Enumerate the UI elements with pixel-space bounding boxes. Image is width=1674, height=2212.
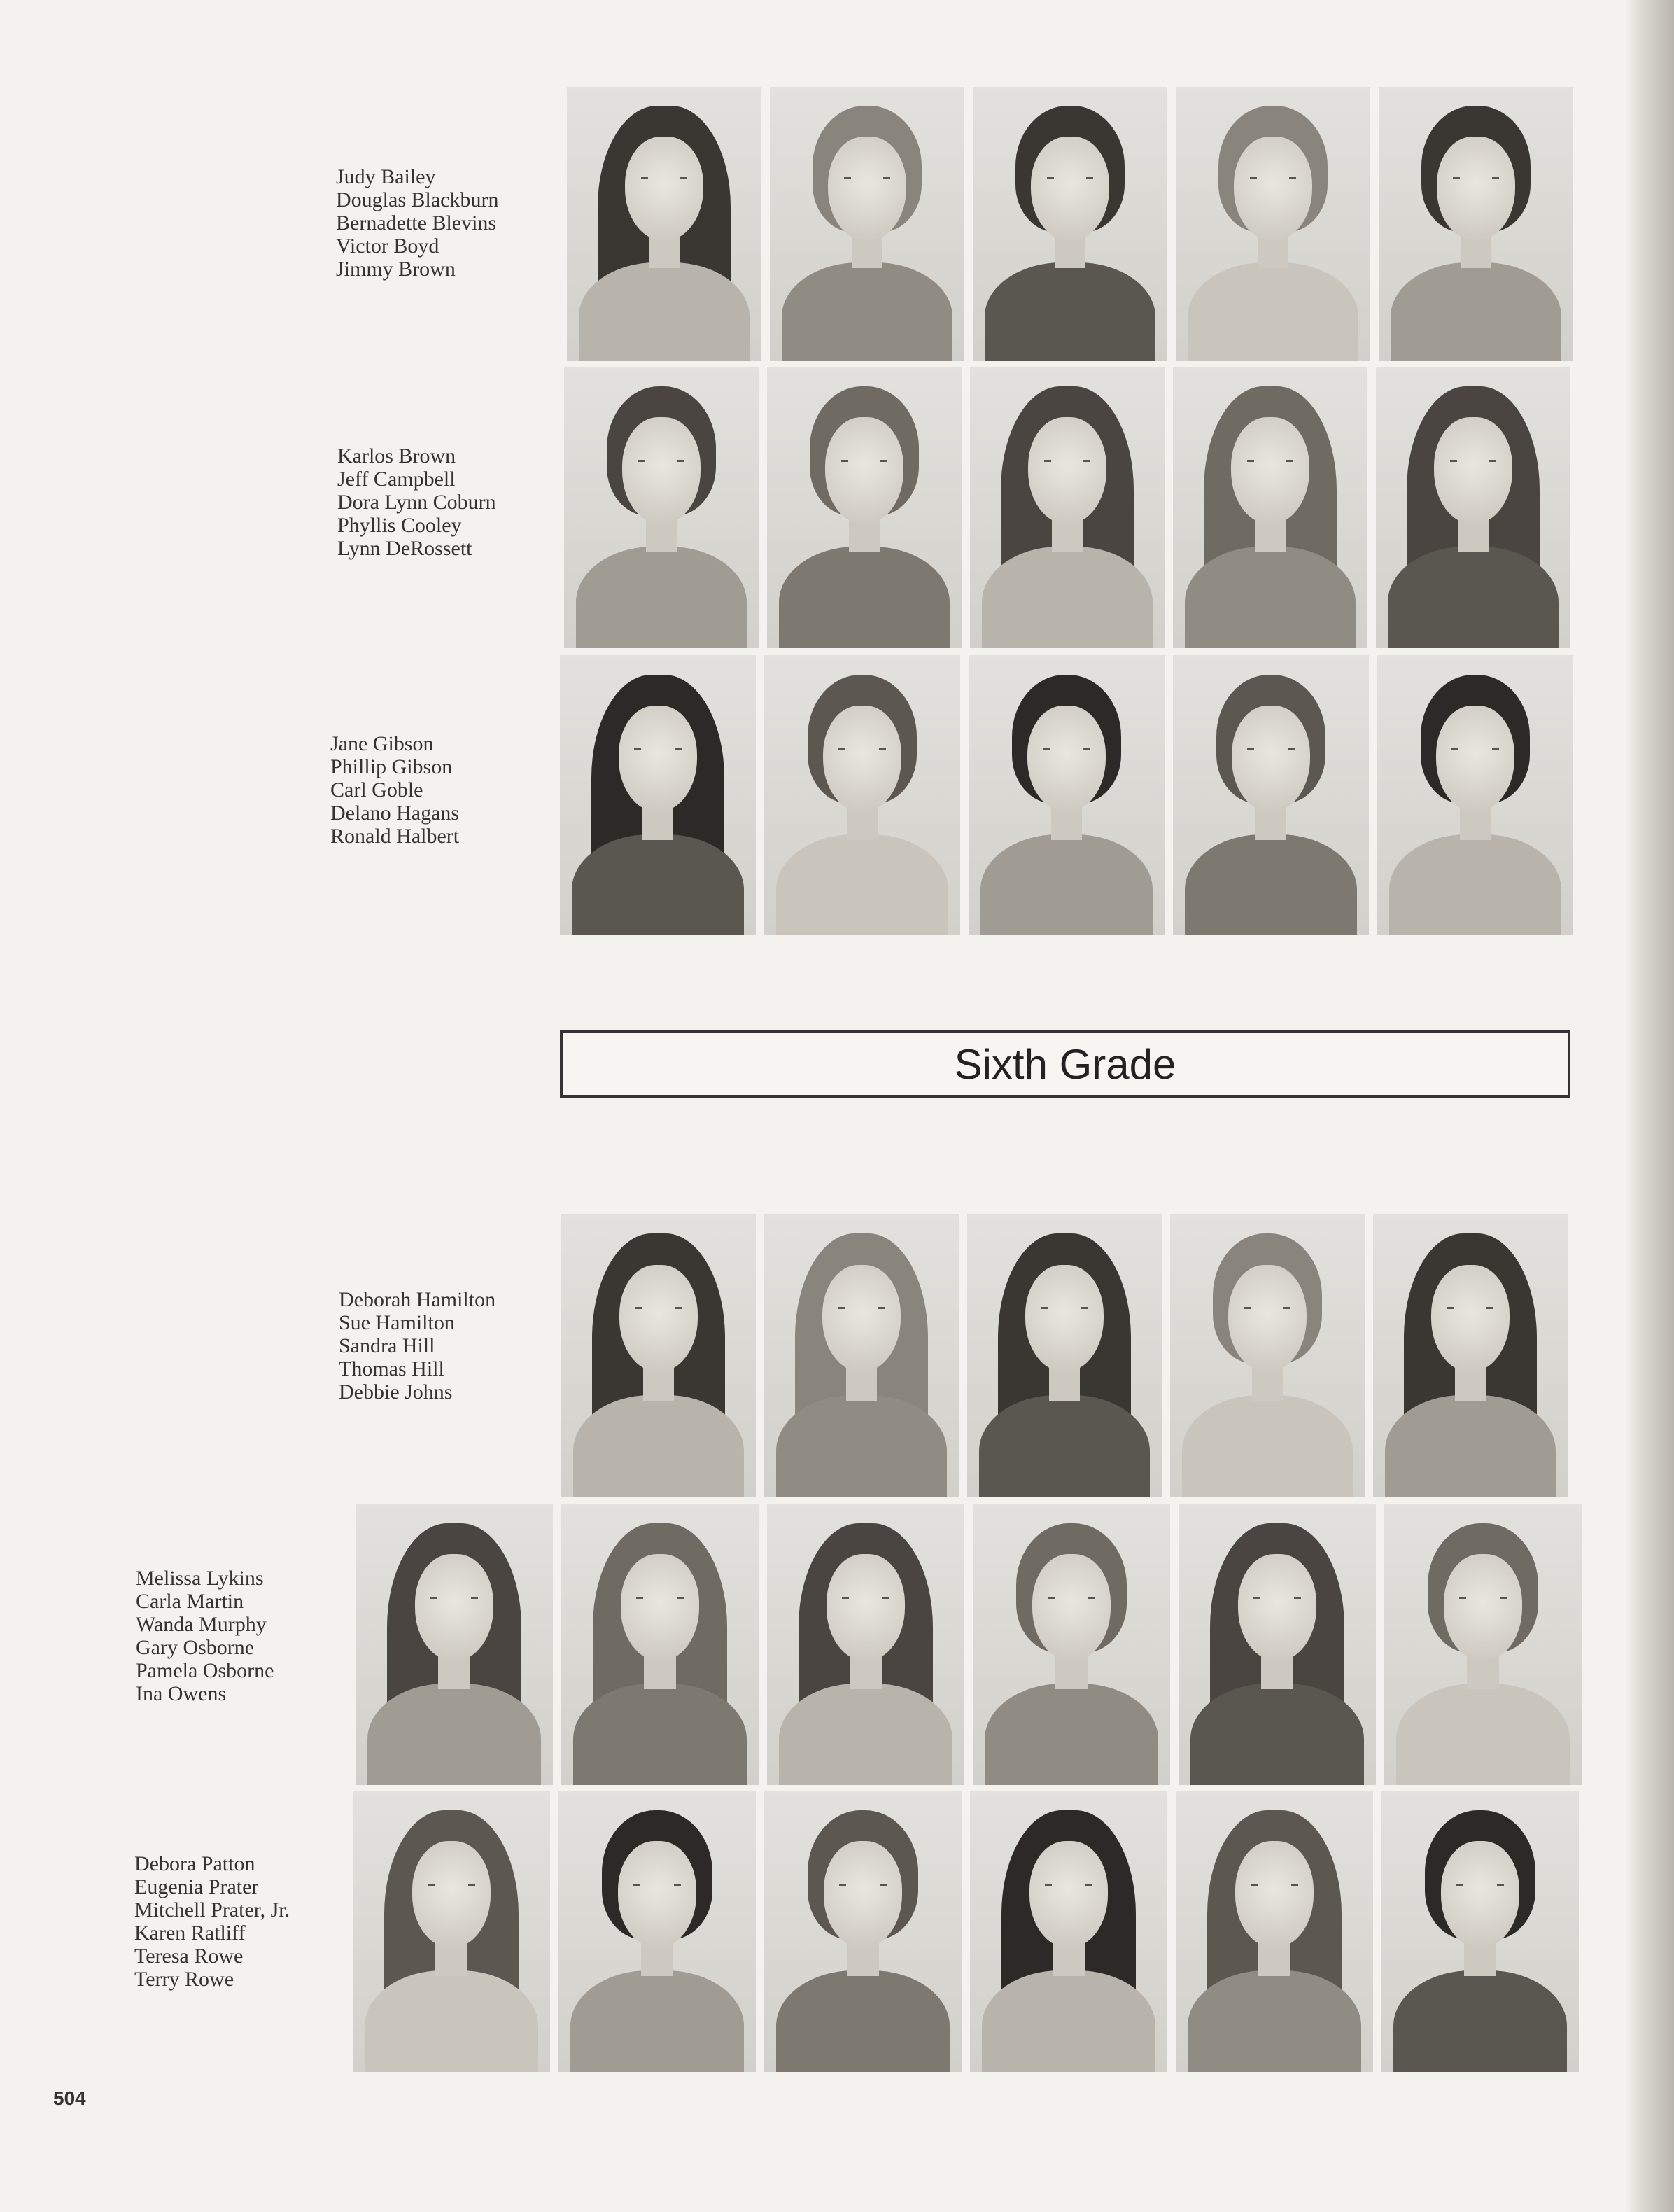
student-portrait xyxy=(1381,1791,1579,2072)
student-portrait xyxy=(567,87,761,361)
student-name: Carl Goble xyxy=(330,778,423,802)
name-list-group-3 xyxy=(330,732,459,848)
student-name: Carla Martin xyxy=(136,1590,244,1613)
name-list-group-2 xyxy=(337,444,496,560)
name-list-group-4 xyxy=(339,1288,495,1404)
student-portrait xyxy=(1176,87,1370,361)
student-portrait xyxy=(969,655,1165,935)
student-name: Gary Osborne xyxy=(136,1636,255,1659)
student-portrait xyxy=(1173,655,1369,935)
student-portrait xyxy=(973,87,1167,361)
student-portrait xyxy=(1376,367,1570,648)
student-name: Wanda Murphy xyxy=(136,1613,267,1636)
student-name: Eugenia Prater xyxy=(134,1875,259,1898)
student-name: Thomas Hill xyxy=(339,1357,444,1380)
student-portrait xyxy=(353,1791,550,2072)
student-portrait xyxy=(764,1791,962,2072)
student-portrait xyxy=(561,1214,756,1497)
student-name: Ronald Halbert xyxy=(330,825,460,848)
student-portrait xyxy=(1373,1214,1568,1497)
student-name: Phillip Gibson xyxy=(330,755,453,778)
student-name: Debbie Johns xyxy=(339,1380,453,1404)
student-portrait xyxy=(1379,87,1573,361)
name-list-group-6 xyxy=(134,1852,290,1991)
student-portrait xyxy=(1173,367,1367,648)
student-name: Debora Patton xyxy=(134,1852,255,1875)
student-name: Karlos Brown xyxy=(337,444,456,468)
student-portrait xyxy=(560,655,756,935)
student-name: Karen Ratliff xyxy=(134,1921,246,1945)
student-name: Delano Hagans xyxy=(330,802,460,825)
student-name: Jane Gibson xyxy=(330,732,434,755)
student-name: Teresa Rowe xyxy=(134,1945,244,1968)
student-name: Sue Hamilton xyxy=(339,1311,455,1334)
student-name: Victor Boyd xyxy=(336,234,439,258)
student-portrait xyxy=(558,1791,756,2072)
student-name: Judy Bailey xyxy=(336,165,436,188)
page-number: 504 xyxy=(53,2087,86,2109)
student-portrait xyxy=(1377,655,1573,935)
student-portrait xyxy=(973,1504,1170,1785)
student-portrait xyxy=(764,1214,959,1497)
student-name: Phyllis Cooley xyxy=(337,514,462,537)
name-list-group-1 xyxy=(336,165,498,281)
student-portrait xyxy=(767,1504,964,1785)
student-name: Ina Owens xyxy=(136,1682,227,1705)
student-name: Pamela Osborne xyxy=(136,1659,274,1682)
student-name: Terry Rowe xyxy=(134,1968,234,1991)
student-portrait xyxy=(770,87,964,361)
student-name: Dora Lynn Coburn xyxy=(337,491,496,514)
student-name: Douglas Blackburn xyxy=(336,188,499,211)
student-portrait xyxy=(564,367,759,648)
student-name: Bernadette Blevins xyxy=(336,211,497,234)
student-name: Deborah Hamilton xyxy=(339,1288,496,1311)
student-portrait xyxy=(764,655,960,935)
student-name: Melissa Lykins xyxy=(136,1567,264,1590)
name-list-group-5 xyxy=(136,1567,274,1705)
student-portrait xyxy=(1384,1504,1582,1785)
student-portrait xyxy=(970,367,1165,648)
student-portrait xyxy=(1176,1791,1373,2072)
student-name: Sandra Hill xyxy=(339,1334,435,1357)
student-portrait xyxy=(1170,1214,1365,1497)
student-portrait xyxy=(561,1504,759,1785)
page-edge-shadow xyxy=(1625,0,1674,2212)
student-portrait xyxy=(970,1791,1167,2072)
section-title-box xyxy=(560,1030,1570,1098)
student-name: Jeff Campbell xyxy=(337,468,456,491)
student-name: Mitchell Prater, Jr. xyxy=(134,1898,290,1921)
student-portrait xyxy=(356,1504,553,1785)
student-portrait xyxy=(1179,1504,1376,1785)
student-name: Jimmy Brown xyxy=(336,258,456,281)
student-name: Lynn DeRossett xyxy=(337,537,472,560)
student-portrait xyxy=(767,367,962,648)
student-portrait xyxy=(967,1214,1162,1497)
section-title: Sixth Grade xyxy=(954,1040,1176,1088)
